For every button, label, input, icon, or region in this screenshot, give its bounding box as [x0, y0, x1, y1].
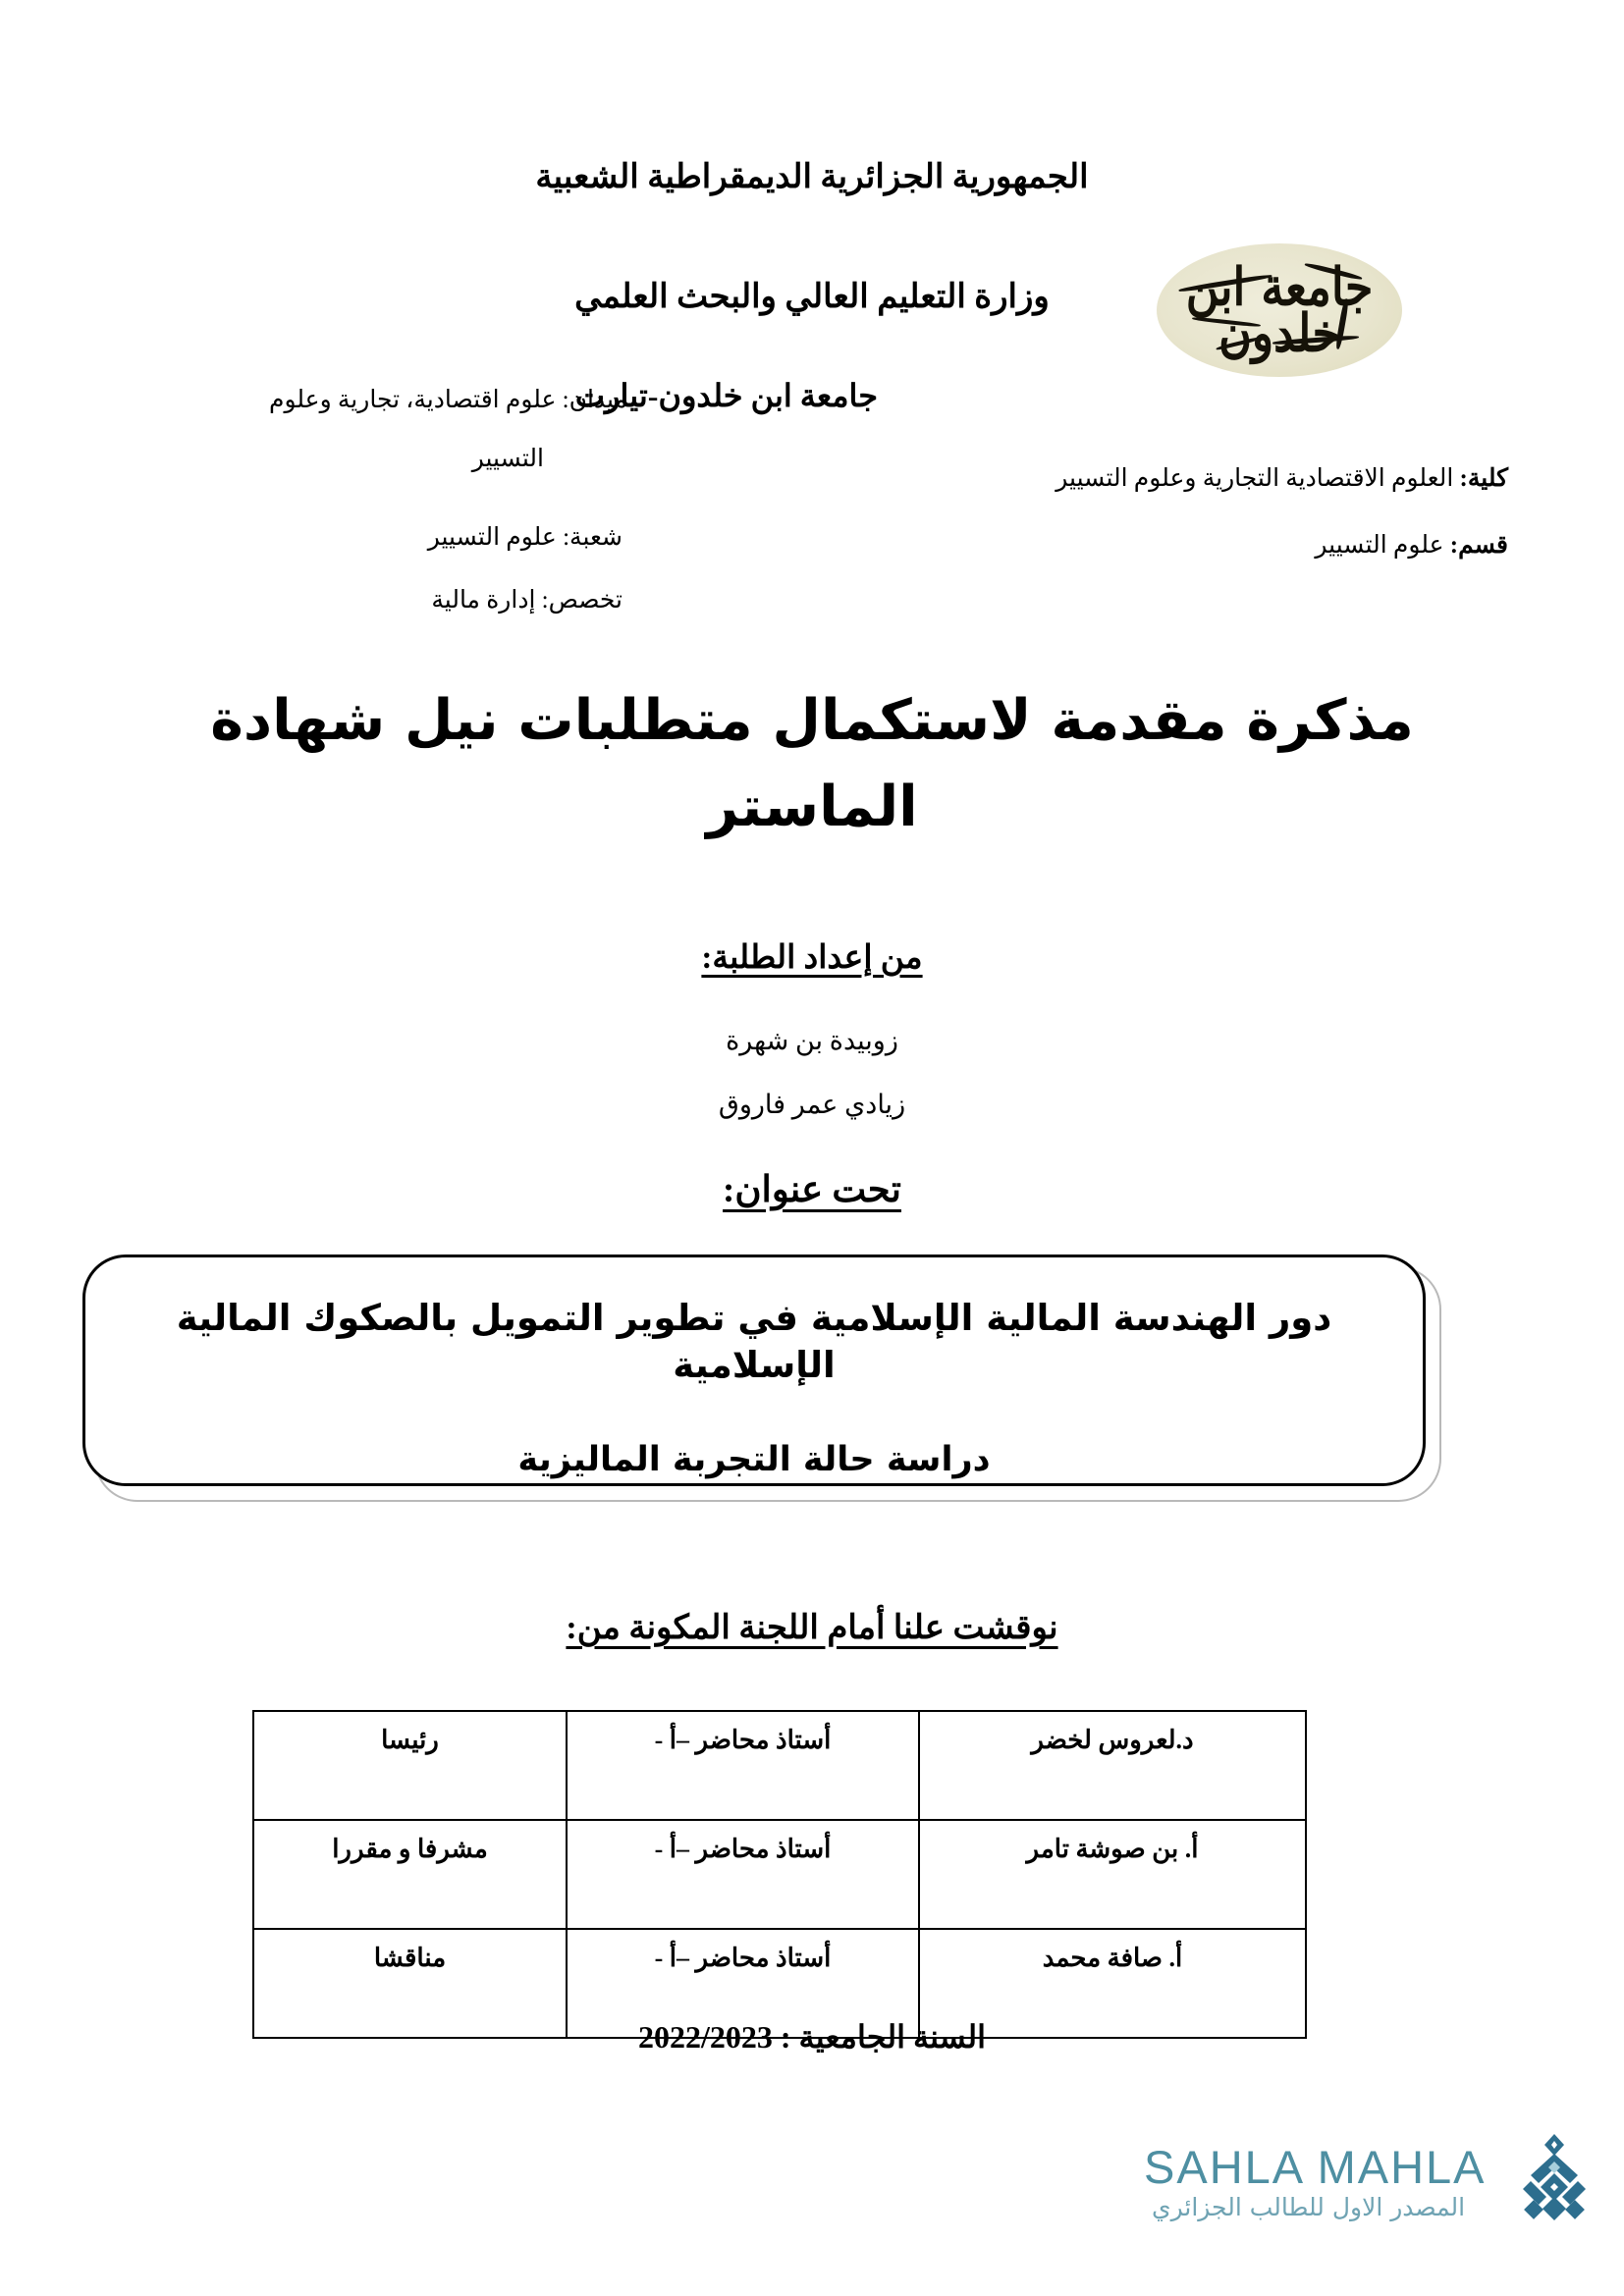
amazigh-diamond-emblem-icon: [1509, 2132, 1599, 2230]
jury-member-role: مناقشا: [253, 1929, 567, 2038]
watermark-title: SAHLA MAHLA: [1144, 2141, 1487, 2193]
thesis-title: دور الهندسة المالية الإسلامية في تطوير التمويل بالصكوك المالية الإسلامية: [176, 1297, 1332, 1387]
jury-table: [252, 1710, 1307, 2039]
faculty-label: كلية:: [1459, 465, 1508, 492]
republic-heading: الجمهورية الجزائرية الديمقراطية الشعبية: [535, 159, 1089, 195]
faculty-value: العلوم الاقتصادية التجارية وعلوم التسيير: [1056, 465, 1460, 492]
university-logo: [1157, 243, 1402, 377]
thesis-title-box: [82, 1255, 1426, 1486]
ministry-heading: وزارة التعليم العالي والبحث العلمي: [574, 279, 1050, 315]
speciality-line: تخصص: إدارة مالية: [431, 587, 623, 614]
department-label: قسم:: [1449, 532, 1508, 559]
thesis-subtitle: دراسة حالة التجربة الماليزية: [517, 1440, 991, 1480]
jury-member-rank: أستاذ محاضر –أ -: [567, 1711, 919, 1820]
jury-member-rank: أستاذ محاضر –أ -: [567, 1929, 919, 2038]
jury-label: نوقشت علنا أمام اللجنة المكونة من:: [566, 1610, 1058, 1646]
jury-member-role: رئيسا: [253, 1711, 567, 1820]
branch-line: شعبة: علوم التسيير: [427, 524, 623, 551]
university-name: جامعة ابن خلدون-تيارت: [574, 378, 878, 413]
field-line-1: ميدان: علوم اقتصادية، تجارية وعلوم: [268, 387, 627, 413]
table-row: [253, 1711, 1306, 1820]
jury-member-role: مشرفا و مقررا: [253, 1820, 567, 1929]
university-logo-text: جامعة ابن خلدون: [1185, 255, 1374, 364]
department-value: علوم التسيير: [1315, 532, 1450, 559]
watermark: [1134, 2132, 1596, 2250]
jury-member-name: أ. بن صوشة تامر: [919, 1820, 1306, 1929]
students-label: من إعداد الطلبة:: [701, 940, 923, 976]
page-title: مذكرة مقدمة لاستكمال متطلبات نيل شهادة الماستر: [210, 688, 1414, 840]
under-title-label: تحت عنوان:: [723, 1170, 901, 1210]
jury-member-name: أ. صافة محمد: [919, 1929, 1306, 2038]
jury-member-name: د.لعروس لخضر: [919, 1711, 1306, 1820]
student-name: زيادي عمر فاروق: [718, 1090, 906, 1119]
watermark-tagline: المصدر الاول للطالب الجزائري: [1152, 2193, 1466, 2221]
table-row: [253, 1820, 1306, 1929]
student-name: زوبيدة بن شهرة: [726, 1026, 898, 1055]
academic-year: السنة الجامعية : 2022/2023: [638, 2019, 986, 2055]
faculty-line: [1056, 463, 1508, 493]
department-line: [1315, 530, 1508, 560]
jury-member-rank: أستاذ محاضر –أ -: [567, 1820, 919, 1929]
field-line-2: التسيير: [471, 446, 544, 472]
